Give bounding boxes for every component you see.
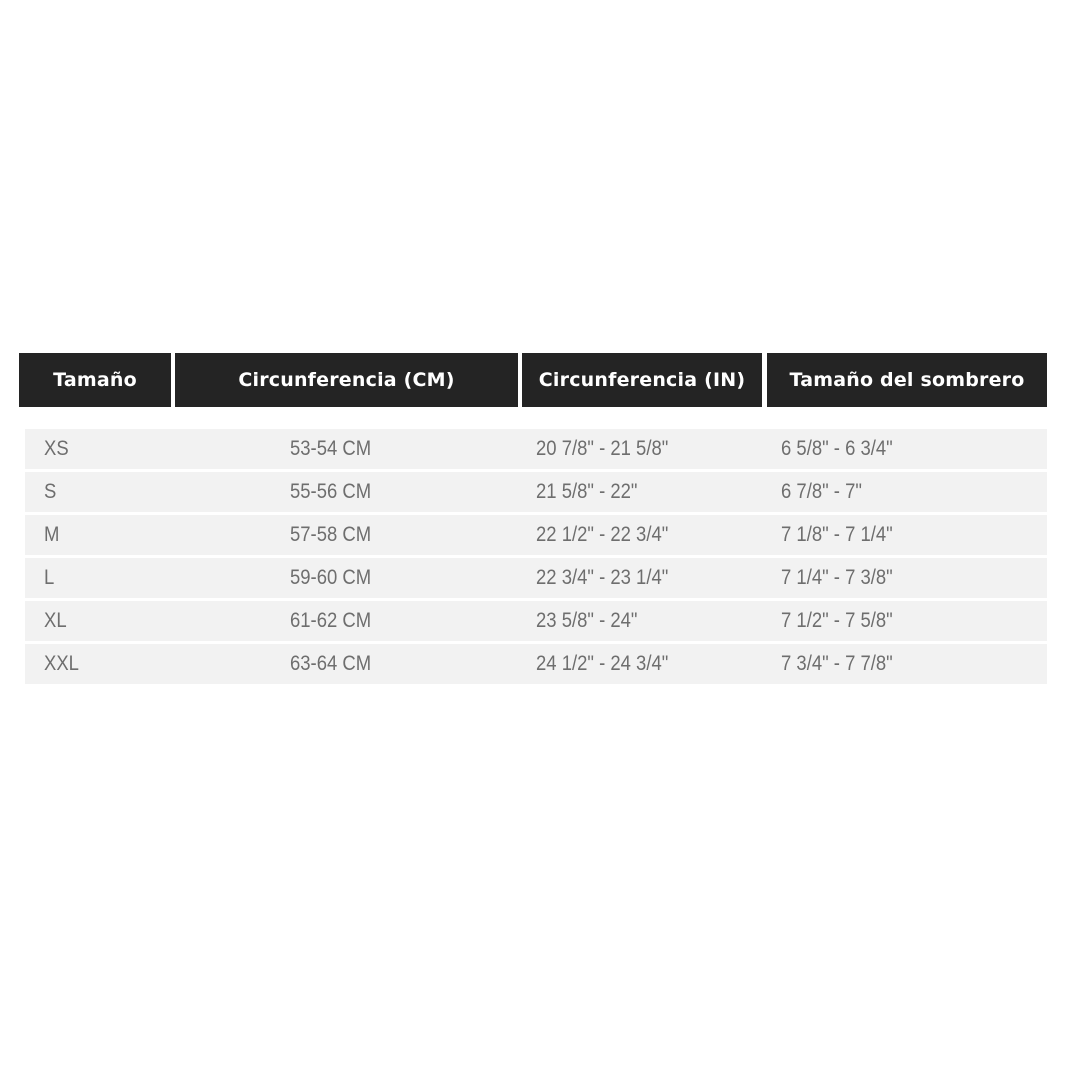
cell-size: XL bbox=[44, 609, 67, 632]
cell-size: XS bbox=[44, 437, 69, 460]
cell-circumference-cm: 53-54 CM bbox=[290, 437, 372, 460]
cell-circumference-in: 24 1/2" - 24 3/4" bbox=[536, 652, 669, 675]
table-header-row bbox=[19, 353, 1047, 407]
cell-circumference-in: 22 1/2" - 22 3/4" bbox=[536, 523, 669, 546]
cell-hat-size: 7 3/4" - 7 7/8" bbox=[781, 652, 893, 675]
cell-hat-size: 7 1/8" - 7 1/4" bbox=[781, 523, 893, 546]
size-chart-table bbox=[19, 353, 1047, 675]
cell-circumference-in: 20 7/8" - 21 5/8" bbox=[536, 437, 669, 460]
cell-hat-size: 6 5/8" - 6 3/4" bbox=[781, 437, 893, 460]
table-row bbox=[25, 472, 1047, 512]
cell-size: XXL bbox=[44, 652, 79, 675]
header-circumference-in: Circunferencia (IN) bbox=[522, 353, 762, 407]
header-hat-size: Tamaño del sombrero bbox=[767, 353, 1047, 407]
cell-circumference-in: 23 5/8" - 24" bbox=[536, 609, 638, 632]
cell-circumference-cm: 57-58 CM bbox=[290, 523, 372, 546]
cell-size: L bbox=[44, 566, 55, 589]
cell-hat-size: 7 1/2" - 7 5/8" bbox=[781, 609, 893, 632]
cell-hat-size: 7 1/4" - 7 3/8" bbox=[781, 566, 893, 589]
cell-circumference-in: 21 5/8" - 22" bbox=[536, 480, 638, 503]
table-row bbox=[25, 429, 1047, 469]
table-row bbox=[25, 515, 1047, 555]
header-size: Tamaño bbox=[19, 353, 171, 407]
cell-size: S bbox=[44, 480, 57, 503]
table-row bbox=[25, 644, 1047, 684]
table-body bbox=[25, 429, 1047, 687]
cell-hat-size: 6 7/8" - 7" bbox=[781, 480, 862, 503]
header-circumference-cm: Circunferencia (CM) bbox=[175, 353, 518, 407]
cell-circumference-cm: 61-62 CM bbox=[290, 609, 372, 632]
table-row bbox=[25, 601, 1047, 641]
cell-size: M bbox=[44, 523, 60, 546]
cell-circumference-cm: 55-56 CM bbox=[290, 480, 372, 503]
cell-circumference-cm: 63-64 CM bbox=[290, 652, 372, 675]
cell-circumference-in: 22 3/4" - 23 1/4" bbox=[536, 566, 669, 589]
cell-circumference-cm: 59-60 CM bbox=[290, 566, 372, 589]
table-row bbox=[25, 558, 1047, 598]
